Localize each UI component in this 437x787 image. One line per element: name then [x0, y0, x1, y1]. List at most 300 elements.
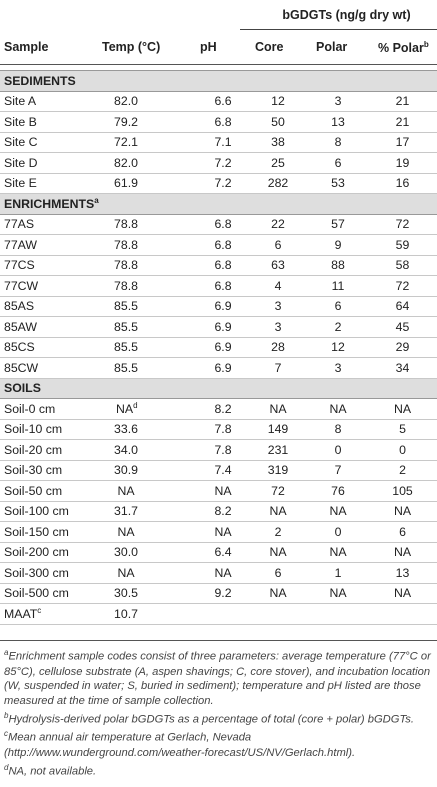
cell-pct-polar-value: 59	[395, 237, 410, 252]
cell-sample	[0, 296, 102, 317]
cell-core-value: NA	[269, 545, 287, 560]
cell-sample-value: 77CW	[4, 278, 39, 293]
cell-core-value: 72	[271, 483, 285, 498]
cell-temp-value: 78.8	[114, 237, 138, 252]
footnote-text: Mean annual air temperature at Gerlach, Nevada (http://www.wunderground.com/weather-forecast/US/NV/Gerlach.html).	[4, 732, 356, 759]
cell-pct-polar	[368, 419, 437, 440]
cell-core	[248, 153, 308, 174]
footnotes	[4, 648, 432, 781]
cell-pct-polar-value: 21	[395, 114, 410, 129]
cell-polar	[308, 276, 368, 297]
cell-polar-value: 2	[334, 319, 342, 334]
table-row	[0, 419, 437, 440]
cell-pct-polar-value: 58	[395, 258, 410, 273]
footnote	[4, 711, 432, 728]
cell-polar	[308, 604, 368, 625]
cell-pct-polar-value: 64	[395, 299, 410, 314]
cell-ph-value: 7.8	[214, 442, 232, 457]
cell-temp-value: 82.0	[114, 94, 138, 109]
cell-ph	[198, 542, 248, 563]
table-row	[0, 522, 437, 543]
cell-polar	[308, 542, 368, 563]
cell-polar	[308, 583, 368, 604]
cell-sample-value: Soil-300 cm	[4, 565, 69, 580]
cell-temp-value: NA	[117, 565, 135, 580]
cell-temp	[102, 542, 198, 563]
cell-ph	[198, 522, 248, 543]
group-header-rule	[240, 29, 437, 30]
cell-polar-value: 6	[334, 155, 342, 170]
cell-core-value: 231	[267, 442, 289, 457]
cell-pct-polar	[368, 460, 437, 481]
cell-pct-polar-value: NA	[393, 545, 412, 560]
cell-sample-value: Soil-100 cm	[4, 504, 69, 519]
cell-core-value: 6	[274, 565, 282, 580]
cell-ph	[198, 563, 248, 584]
table-row	[0, 542, 437, 563]
cell-ph-value: NA	[214, 483, 232, 498]
footnote-mark: c	[4, 729, 8, 739]
footnote-mark: a	[4, 648, 9, 657]
cell-polar	[308, 153, 368, 174]
cell-temp	[102, 173, 198, 194]
cell-ph	[198, 460, 248, 481]
cell-ph-value: 6.8	[214, 258, 232, 273]
cell-sample	[0, 112, 102, 133]
cell-core	[248, 481, 308, 502]
cell-temp-value: 10.7	[114, 606, 138, 621]
cell-polar-value: 76	[331, 483, 345, 498]
cell-sample-value: 77AS	[4, 217, 35, 232]
footnote	[4, 648, 432, 709]
cell-pct-polar	[368, 296, 437, 317]
cell-core-value: 22	[271, 217, 285, 232]
cell-sample-value: Soil-0 cm	[4, 401, 56, 416]
cell-core	[248, 501, 308, 522]
cell-polar-value: 88	[331, 258, 345, 273]
cell-polar-value: NA	[329, 504, 347, 519]
cell-pct-polar	[368, 563, 437, 584]
cell-temp	[102, 460, 198, 481]
cell-polar-value: NA	[329, 586, 347, 601]
cell-sample-value: 77CS	[4, 258, 35, 273]
cell-temp-value: 30.0	[114, 545, 138, 560]
cell-temp-value: 85.5	[114, 319, 138, 334]
cell-core	[248, 132, 308, 153]
cell-pct-polar	[368, 522, 437, 543]
cell-polar-value: 13	[331, 114, 345, 129]
cell-sample	[0, 173, 102, 194]
cell-polar-value: 1	[334, 565, 342, 580]
cell-core-value: 7	[274, 360, 282, 375]
section-label-text: ENRICHMENTS	[4, 197, 95, 212]
cell-core-value: NA	[269, 504, 287, 519]
cell-ph-value: 7.8	[214, 422, 232, 437]
cell-ph	[198, 132, 248, 153]
footnote	[4, 729, 432, 760]
table-row	[0, 112, 437, 133]
cell-ph	[198, 317, 248, 338]
cell-sample-value: Site C	[4, 135, 38, 150]
table-row	[0, 399, 437, 420]
cell-temp-value: 82.0	[114, 155, 138, 170]
cell-core	[248, 276, 308, 297]
cell-temp-value: 30.5	[114, 586, 138, 601]
cell-core	[248, 91, 308, 112]
cell-temp	[102, 317, 198, 338]
section-label	[0, 378, 437, 399]
cell-pct-polar	[368, 399, 437, 420]
cell-pct-polar-value: 72	[395, 217, 410, 232]
cell-ph-value: 7.2	[214, 176, 232, 191]
cell-ph-value: 7.2	[214, 155, 232, 170]
table-bottom-rule	[0, 640, 437, 641]
cell-ph-value: 6.8	[214, 217, 232, 232]
cell-temp	[102, 399, 198, 420]
cell-polar	[308, 337, 368, 358]
cell-sample-value: Site A	[4, 94, 37, 109]
cell-ph	[198, 501, 248, 522]
cell-pct-polar	[368, 583, 437, 604]
cell-pct-polar-value: 13	[395, 565, 410, 580]
cell-polar	[308, 563, 368, 584]
cell-core-value: NA	[269, 401, 287, 416]
cell-core	[248, 542, 308, 563]
cell-polar	[308, 255, 368, 276]
cell-core-value: 3	[274, 299, 282, 314]
cell-pct-polar	[368, 358, 437, 379]
cell-temp	[102, 501, 198, 522]
cell-sample	[0, 153, 102, 174]
cell-pct-polar-value: 17	[395, 135, 410, 150]
cell-ph	[198, 481, 248, 502]
cell-ph-value: 6.9	[214, 319, 232, 334]
header-core: Core	[255, 40, 284, 54]
cell-core	[248, 399, 308, 420]
cell-sample-value: 85CW	[4, 360, 39, 375]
cell-polar	[308, 399, 368, 420]
cell-polar-value: 6	[334, 299, 342, 314]
cell-pct-polar-value: 45	[395, 319, 410, 334]
cell-ph	[198, 112, 248, 133]
table-row	[0, 153, 437, 174]
cell-sample-value: 77AW	[4, 237, 38, 252]
cell-sample-value: Soil-50 cm	[4, 483, 63, 498]
cell-temp	[102, 522, 198, 543]
cell-core-value: 28	[271, 340, 285, 355]
cell-pct-polar	[368, 440, 437, 461]
footnote	[4, 763, 432, 780]
cell-ph	[198, 153, 248, 174]
cell-core-value: 6	[274, 237, 282, 252]
table-row	[0, 583, 437, 604]
cell-pct-polar-value: 5	[399, 422, 406, 437]
cell-polar-value: 3	[334, 94, 342, 109]
cell-temp-value: 85.5	[114, 299, 138, 314]
cell-sample-value: MAAT	[4, 607, 38, 622]
cell-ph-value: 6.9	[214, 299, 232, 314]
table-row	[0, 460, 437, 481]
header-pct-sup: b	[423, 40, 429, 49]
data-table	[0, 70, 437, 625]
cell-temp-value: 30.9	[114, 463, 138, 478]
cell-ph	[198, 399, 248, 420]
cell-ph-value: 9.2	[214, 586, 232, 601]
table-row	[0, 481, 437, 502]
header-polar: Polar	[316, 40, 348, 54]
cell-pct-polar	[368, 542, 437, 563]
cell-core-value: 38	[271, 135, 285, 150]
cell-core-value: 2	[274, 524, 282, 539]
cell-core	[248, 296, 308, 317]
cell-ph-value: 7.1	[214, 135, 232, 150]
cell-pct-polar-value: 72	[395, 278, 410, 293]
cell-polar-value: 8	[334, 135, 342, 150]
header-ph: pH	[200, 40, 217, 54]
cell-pct-polar	[368, 173, 437, 194]
cell-polar	[308, 296, 368, 317]
cell-ph-value: NA	[214, 524, 232, 539]
section-label-text: SEDIMENTS	[4, 73, 76, 88]
cell-sample	[0, 460, 102, 481]
cell-pct-polar-value: 21	[395, 94, 410, 109]
cell-temp-value: 79.2	[114, 114, 138, 129]
cell-ph-value: NA	[214, 565, 232, 580]
cell-temp-value: NA	[116, 402, 134, 417]
cell-core-value: 12	[271, 94, 285, 109]
cell-temp-value: NA	[117, 524, 135, 539]
cell-pct-polar-value: 16	[395, 176, 410, 191]
cell-sample	[0, 542, 102, 563]
table-row	[0, 358, 437, 379]
cell-polar	[308, 419, 368, 440]
column-header-row	[0, 34, 437, 60]
cell-sample	[0, 563, 102, 584]
cell-pct-polar	[368, 255, 437, 276]
cell-sample	[0, 501, 102, 522]
cell-temp-value: 33.6	[114, 422, 138, 437]
table-row	[0, 91, 437, 112]
cell-ph	[198, 276, 248, 297]
cell-ph	[198, 173, 248, 194]
cell-sample	[0, 337, 102, 358]
footnote-text: Hydrolysis-derived polar bGDGTs as a percentage of total (core + polar) bGDGTs.	[8, 713, 414, 726]
cell-ph-value: 8.2	[214, 401, 232, 416]
cell-polar-value: 0	[334, 442, 342, 457]
cell-pct-polar	[368, 132, 437, 153]
cell-sample-value: Site B	[4, 114, 37, 129]
cell-core	[248, 235, 308, 256]
cell-pct-polar-value: 29	[395, 340, 410, 355]
cell-polar	[308, 481, 368, 502]
cell-ph-value: 6.9	[214, 340, 232, 355]
cell-core-value: NA	[269, 586, 287, 601]
cell-polar-value: 7	[334, 463, 342, 478]
cell-core-value: 4	[274, 278, 282, 293]
cell-sample-value: Site D	[4, 155, 38, 170]
cell-temp	[102, 153, 198, 174]
cell-sample	[0, 604, 102, 625]
header-pct-label: % Polar	[378, 41, 424, 56]
cell-polar	[308, 112, 368, 133]
cell-pct-polar-value: 19	[395, 155, 410, 170]
cell-core	[248, 317, 308, 338]
cell-core	[248, 583, 308, 604]
section-label	[0, 194, 437, 215]
cell-sample-value: Soil-30 cm	[4, 463, 63, 478]
table-row	[0, 604, 437, 625]
cell-ph-value: 6.8	[214, 237, 232, 252]
footnote-mark: b	[4, 710, 9, 720]
cell-pct-polar-value: 105	[392, 483, 413, 498]
cell-pct-polar-value: NA	[393, 586, 412, 601]
cell-temp	[102, 296, 198, 317]
section-row	[0, 194, 437, 215]
cell-temp	[102, 440, 198, 461]
cell-temp-value: 31.7	[114, 504, 138, 519]
cell-pct-polar	[368, 214, 437, 235]
table-row	[0, 563, 437, 584]
cell-polar-value: 53	[331, 176, 345, 191]
header-sample: Sample	[4, 40, 49, 54]
cell-ph	[198, 255, 248, 276]
cell-core-value: 25	[271, 155, 285, 170]
cell-polar-value: 11	[331, 278, 345, 293]
cell-temp	[102, 214, 198, 235]
section-row	[0, 378, 437, 399]
cell-pct-polar	[368, 276, 437, 297]
cell-temp-value: 34.0	[114, 442, 138, 457]
header-rule	[0, 64, 437, 65]
cell-temp	[102, 91, 198, 112]
cell-sample-sup: c	[37, 606, 42, 616]
cell-temp-value: 78.8	[114, 258, 138, 273]
cell-ph	[198, 440, 248, 461]
table-row	[0, 317, 437, 338]
cell-temp-value: 78.8	[114, 278, 138, 293]
section-label	[0, 71, 437, 92]
cell-sample	[0, 522, 102, 543]
cell-polar-value: NA	[329, 545, 347, 560]
cell-polar	[308, 173, 368, 194]
cell-core	[248, 460, 308, 481]
cell-polar	[308, 522, 368, 543]
cell-sample-value: 85AW	[4, 319, 38, 334]
header-temp: Temp (°C)	[102, 40, 161, 54]
group-header-row	[0, 8, 437, 28]
cell-sample-value: Soil-150 cm	[4, 524, 69, 539]
cell-core	[248, 522, 308, 543]
cell-core	[248, 337, 308, 358]
cell-sample	[0, 132, 102, 153]
cell-temp-value: NA	[117, 483, 135, 498]
cell-pct-polar	[368, 153, 437, 174]
cell-core	[248, 563, 308, 584]
cell-sample	[0, 91, 102, 112]
cell-sample	[0, 583, 102, 604]
cell-sample-value: Soil-500 cm	[4, 586, 69, 601]
cell-pct-polar	[368, 481, 437, 502]
cell-polar	[308, 358, 368, 379]
section-row	[0, 71, 437, 92]
cell-polar-value: 9	[334, 237, 342, 252]
cell-pct-polar-value: 6	[399, 524, 406, 539]
cell-polar	[308, 214, 368, 235]
cell-temp	[102, 419, 198, 440]
cell-sample-value: 85AS	[4, 299, 35, 314]
cell-core-value: 319	[267, 463, 289, 478]
table-row	[0, 501, 437, 522]
cell-sample-value: Soil-200 cm	[4, 545, 69, 560]
cell-pct-polar	[368, 317, 437, 338]
cell-temp-value: 61.9	[114, 176, 138, 191]
cell-polar	[308, 460, 368, 481]
cell-ph	[198, 337, 248, 358]
cell-ph	[198, 358, 248, 379]
cell-ph-value: 6.4	[214, 545, 232, 560]
section-label-text: SOILS	[4, 381, 41, 396]
cell-pct-polar	[368, 91, 437, 112]
cell-polar-value: 57	[331, 217, 345, 232]
footnote-text: Enrichment sample codes consist of three parameters: average temperature (77°C or 85°C), cellulose substrate (A, aspen shavings; C, core stover), and incubation location (W, suspended in water; S, buried in sediment); temperature and pH listed are those measured at the time of sample collection.	[4, 650, 431, 708]
cell-sample	[0, 255, 102, 276]
footnote-mark: d	[4, 762, 9, 772]
footnote-text: NA, not available.	[8, 765, 97, 778]
cell-ph-value: 6.6	[214, 94, 232, 109]
cell-ph-value: 8.2	[214, 504, 232, 519]
cell-pct-polar-value: NA	[393, 401, 412, 416]
cell-sample-value: 85CS	[4, 340, 35, 355]
cell-temp	[102, 255, 198, 276]
cell-core	[248, 214, 308, 235]
cell-ph-value: 6.8	[214, 114, 232, 129]
cell-core	[248, 173, 308, 194]
table-row	[0, 132, 437, 153]
cell-temp	[102, 276, 198, 297]
cell-temp-sup: d	[133, 401, 138, 411]
cell-ph-value: 6.9	[214, 360, 232, 375]
cell-ph	[198, 235, 248, 256]
cell-core-value: 282	[267, 176, 289, 191]
cell-polar-value: 8	[334, 422, 342, 437]
cell-core-value: 149	[267, 422, 289, 437]
header-pct-polar	[378, 40, 429, 55]
cell-core-value: 3	[274, 319, 282, 334]
cell-ph-value: 6.8	[214, 278, 232, 293]
cell-sample	[0, 358, 102, 379]
table-row	[0, 235, 437, 256]
cell-temp	[102, 563, 198, 584]
table-row	[0, 173, 437, 194]
cell-sample	[0, 419, 102, 440]
cell-temp	[102, 481, 198, 502]
cell-ph	[198, 91, 248, 112]
cell-pct-polar	[368, 112, 437, 133]
cell-pct-polar	[368, 501, 437, 522]
cell-sample-value: Soil-20 cm	[4, 442, 63, 457]
cell-core	[248, 255, 308, 276]
cell-sample-value: Soil-10 cm	[4, 422, 63, 437]
table-row	[0, 337, 437, 358]
cell-pct-polar-value: 34	[395, 360, 410, 375]
table-row	[0, 255, 437, 276]
cell-sample	[0, 276, 102, 297]
cell-sample	[0, 214, 102, 235]
cell-polar-value: 3	[334, 360, 342, 375]
cell-sample	[0, 399, 102, 420]
cell-polar	[308, 132, 368, 153]
cell-core	[248, 358, 308, 379]
